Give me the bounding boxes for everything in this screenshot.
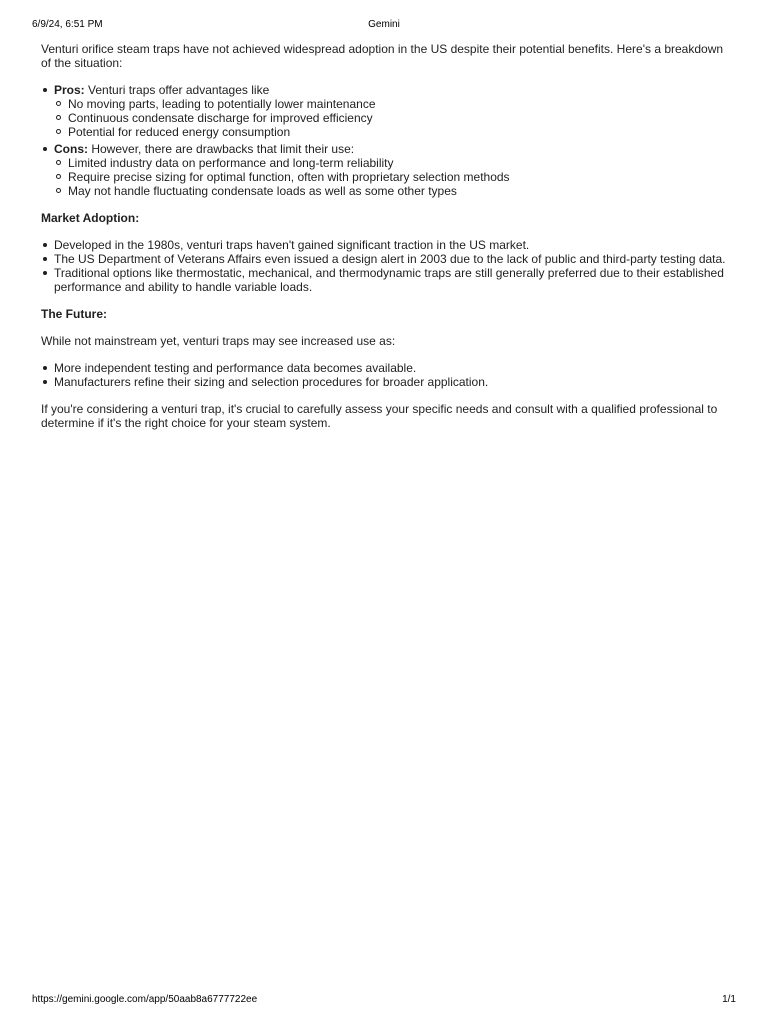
list-item: The US Department of Veterans Affairs even issued a design alert in 2003 due to the lack of public and third-party testing data. xyxy=(41,252,731,266)
response-content xyxy=(41,42,731,443)
cons-sublist xyxy=(54,156,731,198)
market-adoption-heading: Market Adoption: xyxy=(41,211,140,225)
list-item: Limited industry data on performance and long-term reliability xyxy=(54,156,731,170)
list-item: Manufacturers refine their sizing and selection procedures for broader application. xyxy=(41,375,731,389)
future-intro: While not mainstream yet, venturi traps may see increased use as: xyxy=(41,334,396,348)
list-item: Continuous condensate discharge for improved efficiency xyxy=(54,111,731,125)
list-item: Potential for reduced energy consumption xyxy=(54,125,731,139)
cons-item xyxy=(41,142,731,198)
cons-text: However, there are drawbacks that limit their use: xyxy=(88,142,355,156)
market-adoption-list xyxy=(41,238,731,294)
print-title: Gemini xyxy=(368,19,400,30)
list-item: Developed in the 1980s, venturi traps haven't gained significant traction in the US market. xyxy=(41,238,731,252)
conclusion-paragraph: If you're considering a venturi trap, it's crucial to carefully assess your specific needs and consult with a qualified professional to determine if it's the right choice for your steam system. xyxy=(41,402,718,430)
print-page-number: 1/1 xyxy=(722,994,736,1005)
pros-text: Venturi traps offer advantages like xyxy=(84,83,270,97)
print-footer xyxy=(32,994,736,1006)
list-item: More independent testing and performance data becomes available. xyxy=(41,361,731,375)
pros-cons-list xyxy=(41,83,731,198)
pros-label: Pros: xyxy=(54,83,85,97)
future-list xyxy=(41,361,731,389)
pros-item xyxy=(41,83,731,139)
list-item: May not handle fluctuating condensate loads as well as some other types xyxy=(54,184,731,198)
print-url: https://gemini.google.com/app/50aab8a6777722ee xyxy=(32,994,258,1005)
cons-label: Cons: xyxy=(54,142,88,156)
list-item: Require precise sizing for optimal function, often with proprietary selection methods xyxy=(54,170,731,184)
print-header xyxy=(32,19,736,31)
intro-paragraph: Venturi orifice steam traps have not achieved widespread adoption in the US despite their potential benefits. Here's a breakdown of the situation: xyxy=(41,42,724,70)
pros-sublist xyxy=(54,97,731,139)
print-datetime: 6/9/24, 6:51 PM xyxy=(32,19,103,30)
list-item: No moving parts, leading to potentially lower maintenance xyxy=(54,97,731,111)
future-heading: The Future: xyxy=(41,307,107,321)
list-item: Traditional options like thermostatic, mechanical, and thermodynamic traps are still generally preferred due to their established performance and ability to handle variable loads. xyxy=(41,266,731,294)
